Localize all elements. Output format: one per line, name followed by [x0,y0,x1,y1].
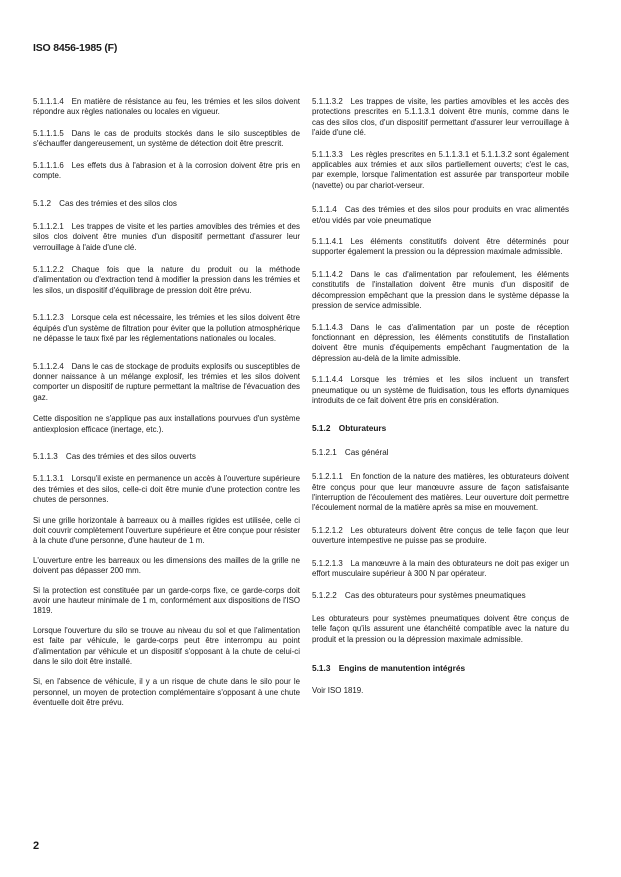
left-column [33,97,300,709]
clause-text: Lorsque les trémies et les silos incluent un transfert pneumatique ou un système de fluidisation, tous les efforts dynamiques introduits de ce fait doivent être pris en considération. [312,375,569,405]
clause-text: Cas des trémies et des silos pour produits en vrac alimentés et/ou vidés par voie pneumatique [312,205,569,225]
paragraph [33,516,300,547]
paragraph [312,323,569,365]
paragraph [312,270,569,312]
page-number: 2 [33,840,40,852]
paragraph [312,472,569,514]
clause-text: Les obturateurs pour systèmes pneumatiques doivent être conçus de telle façon qu'ils assurent une étanchéité compatible avec la nature du produit et la pression ou la dépression maximale admissible. [312,613,569,644]
paragraph [33,97,300,118]
clause-number: 5.1.1.4.4 [312,375,343,385]
section-heading [312,448,569,458]
paragraph [33,313,300,344]
clause-number: 5.1.2.1.3 [312,558,343,568]
paragraph [33,677,300,708]
paragraph [33,265,300,296]
clause-number: 5.1.1.4 [312,205,337,215]
right-column [312,97,569,697]
paragraph [312,150,569,192]
clause-text: Les éléments constitutifs doivent être déterminés pour supporter également la pression ou la dépression maximale admissible. [312,237,569,257]
section-heading [33,452,300,462]
clause-text: Cas général [344,447,389,457]
paragraph [33,362,300,404]
clause-number: 5.1.1.2.2 [33,265,64,275]
paragraph [312,614,569,645]
clause-number: 5.1.2.1.1 [312,472,343,482]
paragraph [33,474,300,505]
clause-text: Cas des trémies et des silos ouverts [65,451,196,461]
section-heading [312,423,569,433]
clause-text: Les obturateurs doivent être conçus de telle façon que leur ouverture intempestive ne puisse pas se produire. [312,525,569,546]
clause-text: Chaque fois que la nature du produit ou la méthode d'alimentation ou d'extraction tend à modifier la pression dans les trémies et les silos, un dispositif d'équilibrage de pression doit être prévu. [33,265,300,295]
clause-number: 5.1.1.3.3 [312,149,343,159]
clause-text: Dans le cas de stockage de produits explosifs ou susceptibles de donner naissance à un mélange explosif, les trémies et les silos doivent comporter un dispositif de rupture permettant la maîtrise de l'évacuation des gaz. [33,361,300,402]
clause-text: Si, en l'absence de véhicule, il y a un risque de chute dans le silo pour le personnel, un moyen de protection complémentaire s'opposant à une chute éventuelle doit être prévu. [33,677,300,708]
paragraph [312,237,569,258]
clause-text: Dans le cas de produits stockés dans le silo susceptibles de s'échauffer dangereusement, un système de détection doit être prescrit. [33,128,300,149]
clause-text: Si une grille horizontale à barreaux ou à mailles rigides est utilisée, celle ci doit couvrir complètement l'ouverture supérieure et être conçue pour résister à la chute d'une personne, d'une hauteur de 1 m. [33,515,300,546]
clause-text: La manœuvre à la main des obturateurs ne doit pas exiger un effort musculaire supérieur à 300 N par opérateur. [312,558,569,578]
section-heading [312,663,569,673]
paragraph [33,626,300,668]
clause-text: Les règles prescrites en 5.1.1.3.1 et 5.1.1.3.2 sont également applicables aux trémies et aux silos partiellement ouverts; c'est le cas, par exemple, lorsque l'alimentation est assurée par transporteur mobile (navette) ou par chariot-verseur. [312,149,569,190]
section-heading [33,199,300,209]
clause-text: Les effets dus à l'abrasion et à la corrosion doivent être pris en compte. [33,160,300,181]
clause-text: Cas des trémies et des silos clos [59,199,177,209]
clause-number: 5.1.1.3.2 [312,97,343,106]
paragraph [312,559,569,580]
clause-number: 5.1.1.1.4 [33,97,64,106]
clause-number: 5.1.1.4.3 [312,322,343,332]
clause-text: Cas des obturateurs pour systèmes pneumatiques [344,591,526,601]
clause-text: Les trappes de visite et les parties amovibles des trémies et des silos clos doivent être munies d'un dispositif permettant d'assurer leur verrouillage à l'aide d'une clé. [33,221,300,252]
clause-number: 5.1.2.1 [312,447,337,457]
clause-text: Si la protection est constituée par un garde-corps fixe, ce garde-corps doit avoir une hauteur minimale de 1 m, conformément aux dispositions de l'ISO 1819. [33,585,300,616]
clause-number: 5.1.1.2.3 [33,313,64,323]
clause-text: Dans le cas d'alimentation par refoulement, les éléments constitutifs de l'installation doivent être munis d'un dispositif de décompression empêchant que la pression dans le système dépasse la pression de service admissible. [312,269,569,311]
paragraph [33,556,300,577]
clause-number: 5.1.2.2 [312,591,337,601]
clause-text: Lorsqu'il existe en permanence un accès à l'ouverture supérieure des trémies et des silos, celle-ci doit être munie d'une protection contre les chutes de personnes. [33,474,300,505]
clause-number: 5.1.2 [33,199,52,209]
clause-number: 5.1.2.1.2 [312,525,343,535]
section-heading [312,591,569,601]
clause-number: 5.1.1.1.5 [33,128,64,138]
paragraph [33,222,300,253]
clause-text: Engins de manutention intégrés [338,663,466,674]
clause-text: Cette disposition ne s'applique pas aux installations pourvues d'un système antiexplosion efficace (inertage, etc.). [33,414,300,434]
clause-text: Obturateurs [338,423,387,434]
clause-text: En fonction de la nature des matières, les obturateurs doivent être conçus pour que leur manœuvre assure de façon satisfaisante l'interruption de l'écoulement des matières. Leur ouverture doit permettre l'écoulement normal de la matière après sa mise en mouvement. [312,472,569,513]
section-heading [312,205,569,226]
paragraph [33,414,300,435]
clause-number: 5.1.1.4.1 [312,237,343,247]
clause-text: Dans le cas d'alimentation par un poste de réception fonctionnant en dépression, les éléments constitutifs de l'installation doivent être munis d'équipements empêchant l'augmentation de la dépression au-delà de la limite admissible. [312,322,569,363]
paragraph [33,161,300,182]
clause-text: L'ouverture entre les barreaux ou les dimensions des mailles de la grille ne doivent pas dépasser 200 mm. [33,555,300,576]
paragraph [312,686,569,696]
paragraph [312,375,569,406]
document-header: ISO 8456-1985 (F) [33,42,118,54]
clause-number: 5.1.3 [312,663,331,674]
clause-text: Lorsque l'ouverture du silo se trouve au niveau du sol et que l'alimentation est faite par véhicule, le garde-corps peut être interrompu au point d'alimentation par véhicule et un dispositif s'opposant à la chute de celui-ci dans le silo doit être installé. [33,625,300,667]
paragraph [312,97,569,139]
clause-number: 5.1.1.4.2 [312,269,343,279]
clause-number: 5.1.1.1.6 [33,160,64,170]
paragraph [33,586,300,617]
clause-text: Les trappes de visite, les parties amovibles et les accès des protections prescrites en 5.1.1.3.1 doivent être munis, comme dans le cas des silos clos, d'un dispositif permettant d'assurer leur verrouillage à l'aide d'une clé. [312,97,569,138]
clause-text: En matière de résistance au feu, les trémies et les silos doivent répondre aux règles nationales ou locales en vigueur. [33,97,300,117]
clause-text: Voir ISO 1819. [312,686,364,696]
clause-number: 5.1.1.2.1 [33,221,64,231]
clause-number: 5.1.1.3 [33,451,58,461]
paragraph [312,526,569,547]
clause-number: 5.1.2 [312,423,331,434]
clause-number: 5.1.1.3.1 [33,474,64,484]
clause-text: Lorsque cela est nécessaire, les trémies et les silos doivent être équipés d'un système de filtration pour éviter que la pollution atmosphérique ne dépasse le taux fixé par les réglementations nationales ou locales. [33,313,300,344]
paragraph [33,129,300,150]
clause-number: 5.1.1.2.4 [33,361,64,371]
